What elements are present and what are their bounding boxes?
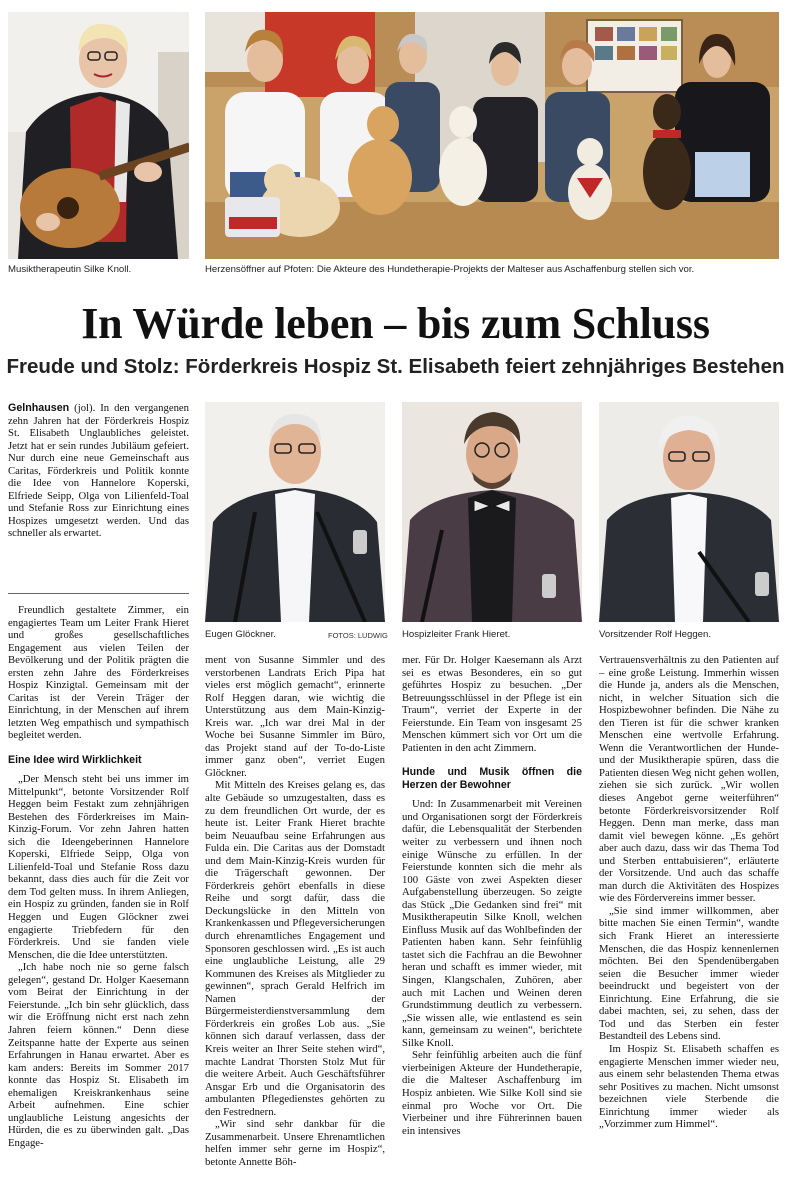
caption-knoll: Musiktherapeutin Silke Knoll.	[8, 264, 132, 275]
caption-heggen: Vorsitzender Rolf Heggen.	[599, 629, 711, 640]
article-column-1	[8, 402, 189, 540]
article-column-4	[599, 654, 779, 1131]
photo-rolf-heggen	[599, 402, 779, 622]
article-column-2	[205, 654, 385, 1168]
body-paragraph: Freundlich gestaltete Zimmer, ein engagiertes Team um Leiter Frank Hieret und großes gesellschaftliches Engagement aus vielen Teilen der Bevölkerung und der Politik prägten die ersten zehn Jahre des Förderkreises Hospiz Kinzigtal. Gemeinsam mit der Caritas ist der Verein Träger der Einrichtung, in der Menschen auf ihrem letzten Weg empathisch und sympathisch begleitet werden.	[8, 604, 189, 742]
photo-frank-hieret	[402, 402, 582, 622]
intro-text: (jol). In den vergangenen zehn Jahren hat der Förderkreis Hospiz St. Elisabeth Unglaubliches geleistet. Jetzt hat er sein rundes Jubiläum gefeiert. Nur durch eine neue Gemeinschaft aus Caritas, Förderkreis und Politik konnte die Idee von Hannelore Koperski, Elfriede Seipp, Olga von Lilienfeld-Toal und Stefanie Ross zur Einrichtung eines Hospizes umgesetzt werden. Und das schneller als erwartet.	[8, 402, 189, 540]
body-paragraph: Und: In Zusammenarbeit mit Vereinen und Organisationen sorgt der Förderkreis dafür, die Lebensqualität der Sterbenden weiter zu verbessern und ihnen noch einige Wünsche zu erfüllen. In der Feierstunde konnten sich die mehr als 100 Gäste von zwei Aspekten dieser Aufgabenstellung überzeugen. So zeigte das Stück „Die Gedanken sind frei“ mit Musiktherapeutin Silke Knoll, welchen Einfluss Musik auf das Wohlbefinden der Patienten haben kann. Sehr feinfühlig tastet sich die Fachfrau an die Bewohner heran und schafft es immer wieder, mit Singen, Klangschalen, Zuhören, aber auch mit Lachen und Weinen deren Grundstimmung deutlich zu verbessern. „Sie wissen alle, wie entlastend es sein kann, gemeinsam zu weinen“, berichtete Silke Knoll.	[402, 798, 582, 1049]
photo-silke-knoll	[8, 12, 189, 259]
body-paragraph: Sehr feinfühlig arbeiten auch die fünf vierbeinigen Akteure der Hundetherapie, die die Malteser Aschaffenburg im Hospiz anbieten. Wie Silke Koll sind sie einmal pro Woche vor Ort. Die Vierbeiner und ihre Führerinnen bauen ein intensives	[402, 1049, 582, 1137]
section-heading: Hunde und Musik öffnen die Herzen der Bewohner	[402, 766, 582, 792]
body-paragraph: „Ich habe noch nie so gerne falsch gelegen“, gestand Dr. Holger Kaesemann vom Beirat der Einrichtung in der Feierstunde. „Ich bin sehr glücklich, dass wir die Eröffnung nicht erst nach zehn Jahren feiern können.“ Denn diese Zeitspanne hatte der Experte aus seinen Erfahrungen in Hanau erwartet. Aber es kam anders: Bereits im Sommer 2017 konnte das Hospiz St. Elisabeth im ehemaligen Kreiskrankenhaus seine Arbeit aufnehmen. Eine schier unglaubliche Leistung angesichts der Hürden, die es zu überwinden galt. „Das Engage-	[8, 961, 189, 1149]
body-paragraph: Im Hospiz St. Elisabeth schaffen es engagierte Menschen immer wieder neu, aus einem sehr belastenden Thema etwas sehr Positives zu machen. Nicht umsonst bezeichnen viele Sterbende die Einrichtung immer wieder als „Vorzimmer zum Himmel“.	[599, 1042, 779, 1131]
headline: In Würde leben – bis zum Schluss	[81, 299, 710, 348]
subheadline: Freude und Stolz: Förderkreis Hospiz St. Elisabeth feiert zehnjähriges Bestehen	[6, 355, 785, 378]
body-paragraph: Vertrauensverhältnis zu den Patienten auf – eine große Leistung. Immerhin wissen die Hunde ja, anders als die Menschen, nicht, in welcher Situation sich die Hospizbewohner befinden. Die Nähe zu den Tieren ist für die schwer kranken Menschen eine wertvolle Erfahrung. Wenn die Verantwortlichen der Hunde- und der Musiktherapie spüren, dass die Patienten diesen Weg nicht gehen wollen, ziehen sie sich zurück. „Wir wollen dieses Angebot gerne weiterführen“ betonte Förderkreisvorsitzender Rolf Heggen. Denn man merke, dass man damit viel bewegen könne. „Es gehört aber auch dazu, dass wir das Thema Tod und Sterben enttabuisieren“, erläuterte der Vorsitzende. Und auch das schaffe man durch die Aktivitäten des Hospizes wie des Fördervereins immer besser.	[599, 654, 779, 905]
article-column-1-body	[8, 604, 189, 1149]
photo-dog-therapy-team	[205, 12, 779, 259]
body-paragraph: „Wir sind sehr dankbar für die Zusammenarbeit. Unsere Ehrenamtlichen helfen immer sehr gerne im Hospiz“, betonte Annette Böh-	[205, 1118, 385, 1168]
caption-hieret: Hospizleiter Frank Hieret.	[402, 629, 511, 640]
body-paragraph: Mit Mitteln des Kreises gelang es, das alte Gebäude so umzugestalten, dass es zu dem freundlichen Ort wurde, der es heute ist. Leiter Frank Hieret brachte beim Neuaufbau seine Erfahrungen aus Fulda ein. Die Caritas aus der Domstadt und dem Main-Kinzig-Kreis wurden für die Trägerschaft gewonnen. Der Förderkreis gehört ebenfalls in diese Reihe und sorgt dafür, dass die Deckungslücke in den Mitteln von Krankenkassen und Pflegeversicherungen durch ehrenamtliches Engagement und Sponsoren geschlossen wird. „Es ist auch eine unglaubliche Leistung, alle 29 Kommunen des Kreises als Mitglieder zu gewinnen“, sprach Gerald Helfrich im Namen der Bürgermeisterdienstversammlung dem Förderkreis ein großes Lob aus. „Sie können sich darauf verlassen, dass der Kreis weiter an Ihrer Seite stehen wird“, machte Landrat Thorsten Stolz Mut für die weitere Arbeit. Auch Geschäftsführer Ansgar Erb und die Organisatorin des ambulanten Pflegedienstes gehörten zu den Festrednern.	[205, 779, 385, 1118]
body-paragraph: „Sie sind immer willkommen, aber bitte machen Sie einen Termin“, wandte sich Frank Hieret an interessierte Menschen, die das Hospiz kennenlernen möchten. Bei den Spendenübergaben seien die Besucher immer wieder beeindruckt und begeistert von der Einrichtung. Eine Erfahrung, die sie dabei machten, sei, zu sehen, dass der Tod und das Sterben ein fester Bestandteil des Lebens sind.	[599, 904, 779, 1043]
body-paragraph: ment von Susanne Simmler und des verstorbenen Landrats Erich Pipa hat vieles erst möglich gemacht“, erinnerte Rolf Heggen daran, wie wichtig die Unterstützung aus dem Main-Kinzig-Kreis war. „Ich war drei Mal in der Woche bei Susanne Simmler im Büro, das Projekt stand auf der To-do-Liste immer ganz oben“, verriet Eugen Glöckner.	[205, 654, 385, 779]
section-heading: Eine Idee wird Wirklichkeit	[8, 754, 142, 767]
body-paragraph: „Der Mensch steht bei uns immer im Mittelpunkt“, betonte Vorsitzender Rolf Heggen beim Festakt zum zehnjährigen Bestehen des Förderkreises im Main-Kinzig-Forum. Vor zehn Jahren hatten sich die Ideengeberinnen Hannelore Koperski, Elfriede Seipp, Olga von Lilienfeld-Toal und Stefanie Ross dazu bekannt, dass dies auch für die Zeit vor dem Tod gelten muss. In ihrem Anliegen, ein Hospiz zu gründen, fanden sie in Rolf Heggen und Eugen Glöckner zwei engagierte Triebfedern für den Förderkreis. Und sie fanden viele Menschen, die die Idee unterstützten.	[8, 773, 189, 961]
photo-credit: FOTOS: LUDWIG	[328, 631, 388, 640]
article-column-3	[402, 654, 582, 1137]
caption-gloeckner: Eugen Glöckner.	[205, 629, 276, 640]
intro-divider	[8, 593, 189, 594]
body-paragraph: mer. Für Dr. Holger Kaesemann als Arzt sei es etwas Besonderes, ein so gut geführtes Hospiz zu besuchen. „Der Betreuungsschlüssel in der Pflege ist ein Traum“, verriet der Experte in der Feierstunde. Ein Team von insgesamt 25 Menschen kümmert sich vor Ort um die Patienten in den acht Zimmern.	[402, 654, 582, 754]
photo-eugen-gloeckner	[205, 402, 385, 622]
intro-paragraph	[8, 402, 189, 540]
dateline: Gelnhausen	[8, 402, 70, 414]
caption-team: Herzensöffner auf Pfoten: Die Akteure des Hundetherapie-Projekts der Malteser aus Aschaffenburg stellen sich vor.	[205, 264, 695, 275]
